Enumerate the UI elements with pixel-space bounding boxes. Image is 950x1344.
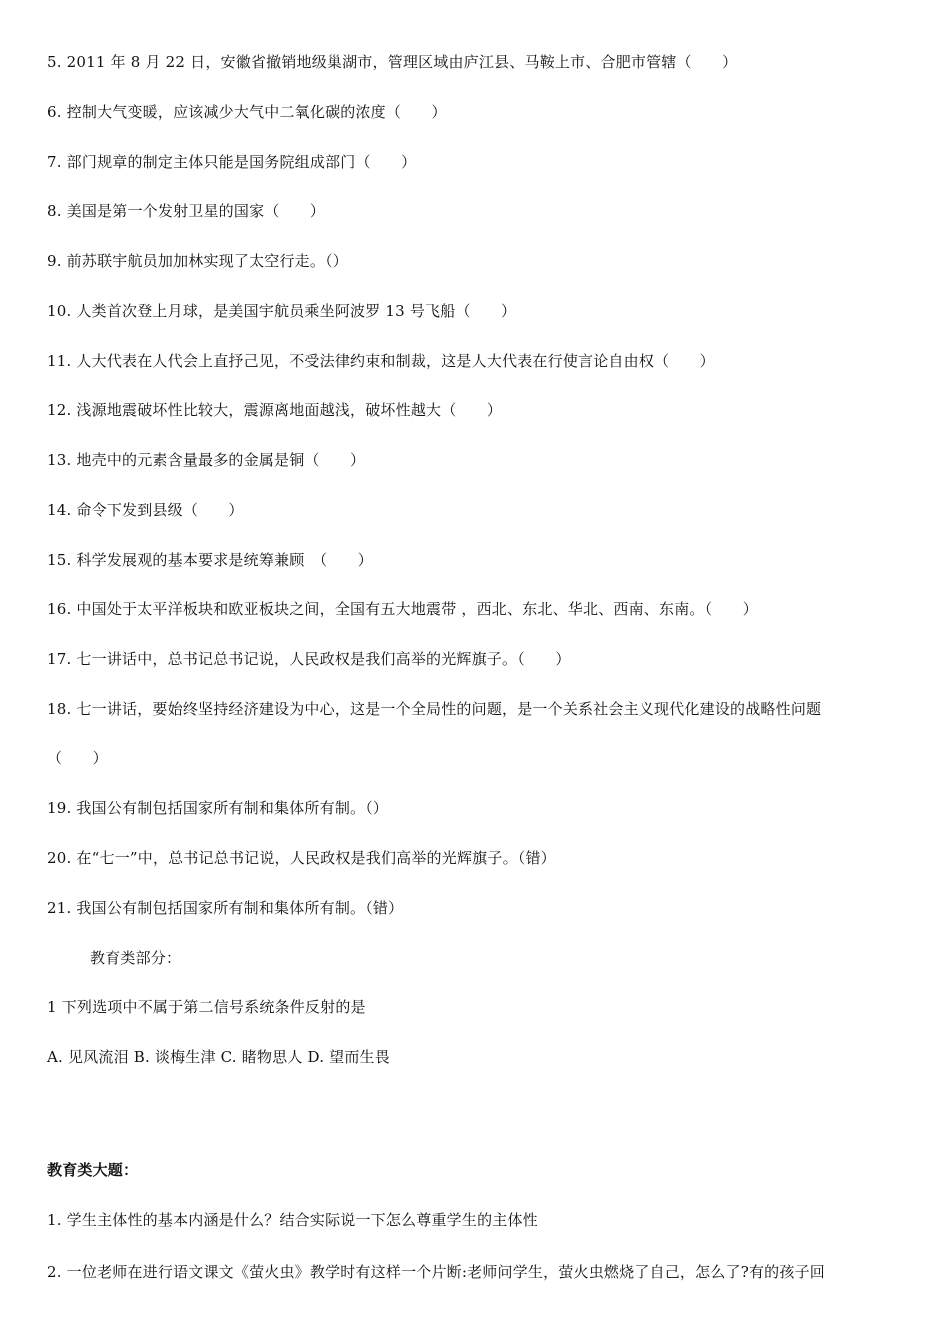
question-21: 21. 我国公有制包括国家所有制和集体所有制。（错）	[47, 899, 404, 917]
question-9: 9. 前苏联宇航员加加林实现了太空行走。（）	[47, 252, 348, 270]
big-questions-heading: 教育类大题：	[47, 1161, 139, 1179]
education-question-1-options: A. 见风流泪 B. 谈梅生津 C. 睹物思人 D. 望而生畏	[47, 1048, 390, 1066]
question-19: 19. 我国公有制包括国家所有制和集体所有制。（）	[47, 799, 389, 817]
question-8: 8. 美国是第一个发射卫星的国家（ ）	[47, 202, 326, 220]
education-question-1: 1 下列选项中不属于第二信号系统条件反射的是	[47, 998, 366, 1016]
question-5: 5. 2011 年 8 月 22 日，安徽省撤销地级巢湖市，管理区域由庐江县、马鞍上市、合肥市管辖（ ）	[47, 53, 738, 71]
question-6: 6. 控制大气变暖，应该减少大气中二氧化碳的浓度（ ）	[47, 103, 447, 121]
big-question-1: 1. 学生主体性的基本内涵是什么？结合实际说一下怎么尊重学生的主体性	[47, 1211, 538, 1229]
question-11: 11. 人大代表在人代会上直抒己见，不受法律约束和制裁，这是人大代表在行使言论自由权（ ）	[47, 352, 715, 370]
big-question-2: 2. 一位老师在进行语文课文《萤火虫》教学时有这样一个片断:老师问学生，萤火虫燃烧了自己，怎么了?有的孩子回	[47, 1263, 825, 1281]
question-18: 18. 七一讲话，要始终坚持经济建设为中心，这是一个全局性的问题，是一个关系社会主义现代化建设的战略性问题	[47, 700, 822, 718]
question-7: 7. 部门规章的制定主体只能是国务院组成部门（ ）	[47, 153, 417, 171]
question-18-answer-blank: （ ）	[47, 749, 108, 767]
question-10: 10. 人类首次登上月球，是美国宇航员乘坐阿波罗 13 号飞船（ ）	[47, 302, 517, 320]
question-12: 12. 浅源地震破坏性比较大，震源离地面越浅，破坏性越大（ ）	[47, 401, 503, 419]
question-16: 16. 中国处于太平洋板块和欧亚板块之间，全国有五大地震带 ，西北、东北、华北、西南、东南。（ ）	[47, 600, 758, 618]
question-15: 15. 科学发展观的基本要求是统筹兼顾 （ ）	[47, 551, 373, 569]
question-13: 13. 地壳中的元素含量最多的金属是铜（ ）	[47, 451, 366, 469]
question-20: 20. 在“七一”中，总书记总书记说，人民政权是我们高举的光辉旗子。（错）	[47, 849, 556, 867]
question-17: 17. 七一讲话中，总书记总书记说，人民政权是我们高举的光辉旗子。（ ）	[47, 650, 571, 668]
education-section-heading: 教育类部分：	[90, 949, 182, 967]
question-14: 14. 命令下发到县级（ ）	[47, 501, 244, 519]
